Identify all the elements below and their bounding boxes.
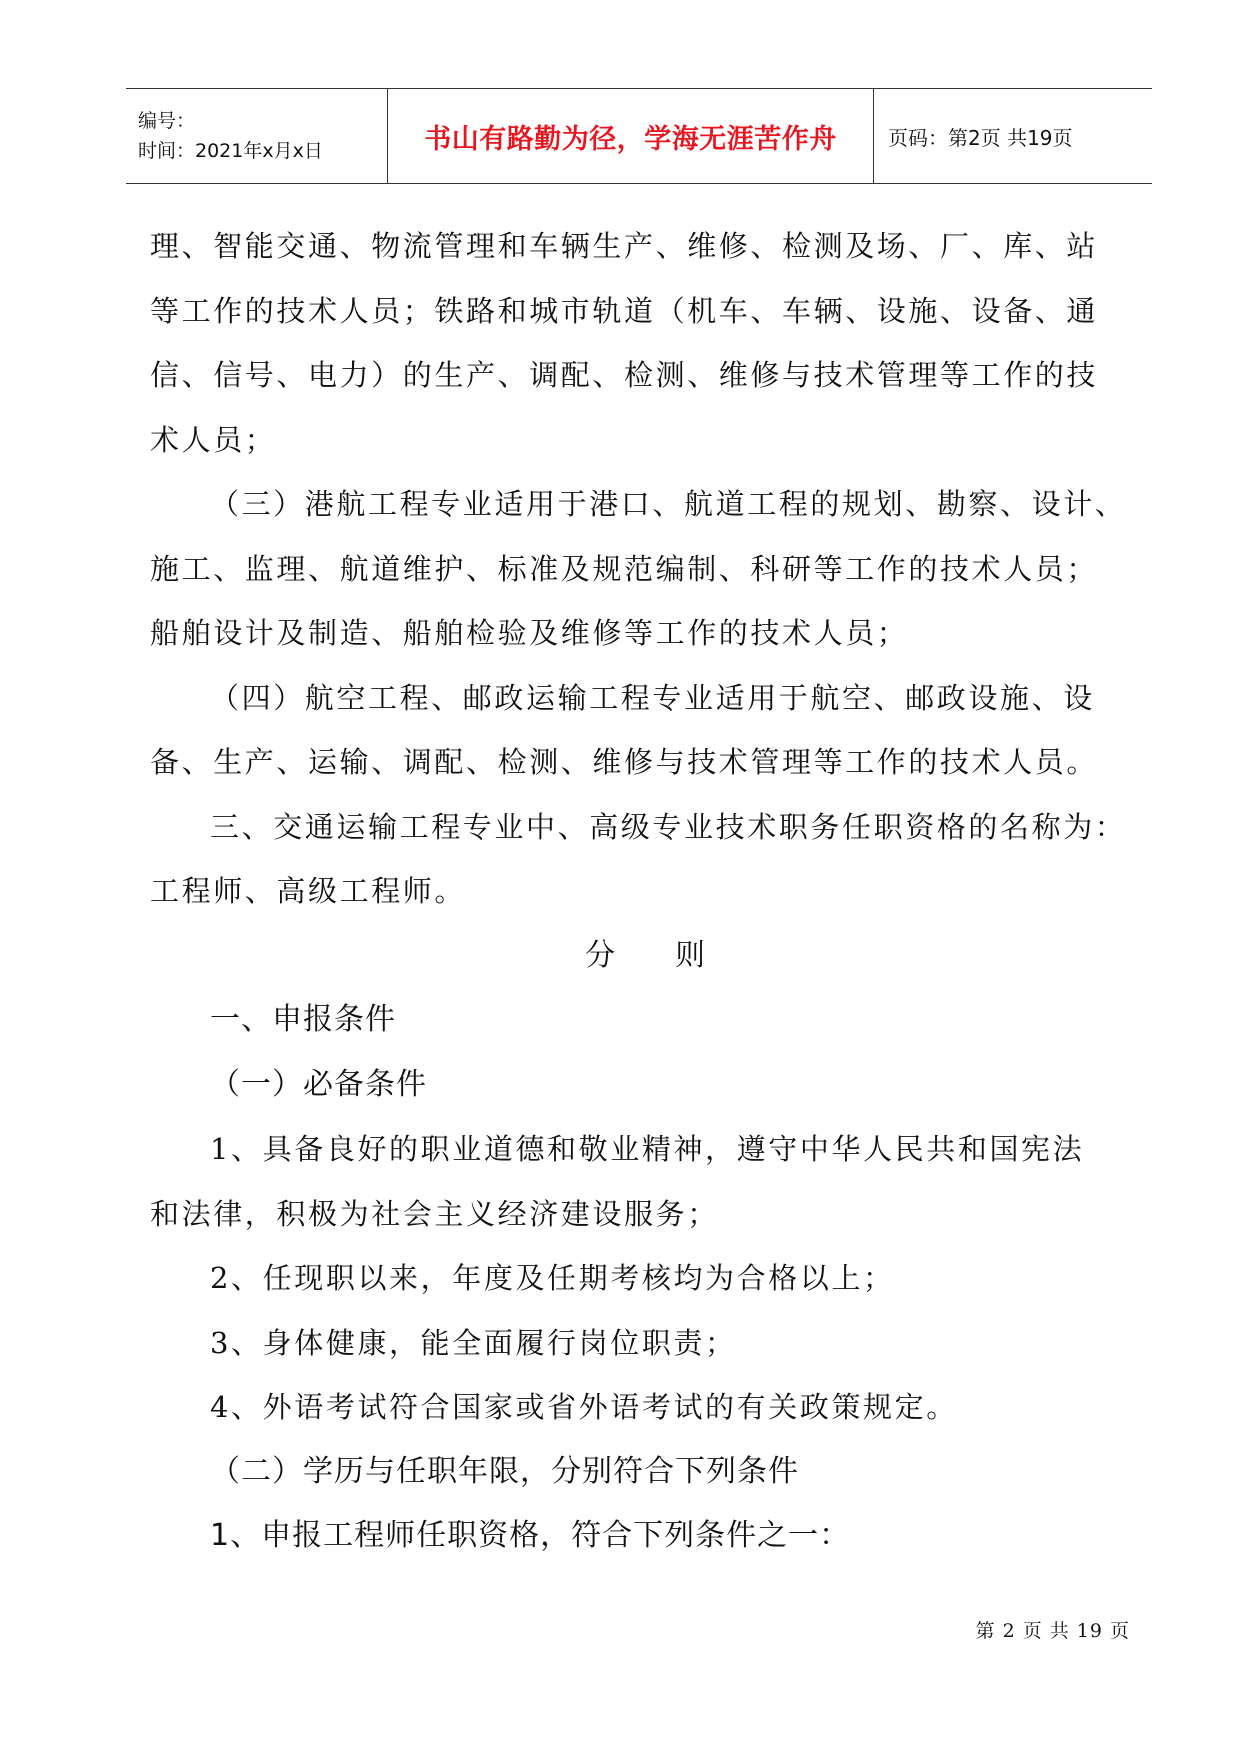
body-line: 工程师、高级工程师。 xyxy=(150,874,467,908)
page-footer: 第 2 页 共 19 页 xyxy=(975,1620,1130,1642)
body-line: 施工、监理、航道维护、标准及规范编制、科研等工作的技术人员； xyxy=(150,551,1099,586)
body-line: 理、智能交通、物流管理和车辆生产、维修、检测及场、厂、库、站 xyxy=(150,229,1099,263)
body-line: （四）航空工程、邮政运输工程专业适用于航空、邮政设施、设 xyxy=(210,680,1095,715)
list-item: 1、具备良好的职业道德和敬业精神，遵守中华人民共和国宪法 xyxy=(210,1132,1085,1166)
section-title-part-b: 则 xyxy=(675,937,705,973)
list-item: 和法律，积极为社会主义经济建设服务； xyxy=(150,1196,719,1231)
body-line: （三）港航工程专业适用于港口、航道工程的规划、勘察、设计、 xyxy=(210,487,1127,521)
time-label: 时间：2021年x月x日 xyxy=(138,140,323,162)
page-header xyxy=(126,88,1152,184)
body-line: 备、生产、运输、调配、检测、维修与技术管理等工作的技术人员。 xyxy=(150,745,1099,779)
header-motto: 书山有路勤为径，学海无涯苦作舟 xyxy=(388,89,874,183)
section-title-part-a: 分 xyxy=(585,937,615,973)
list-item: 3、身体健康，能全面履行岗位职责； xyxy=(210,1325,737,1360)
heading-application-conditions: 一、申报条件 xyxy=(210,1002,396,1037)
section-title xyxy=(150,924,1140,989)
document-body xyxy=(150,214,1140,1569)
header-page-info: 页码：第2页 共19页 xyxy=(888,125,1073,150)
body-line: 信、信号、电力）的生产、调配、检测、维修与技术管理等工作的技 xyxy=(150,358,1099,392)
body-line: 三、交通运输工程专业中、高级专业技术职务任职资格的名称为： xyxy=(210,809,1127,844)
list-item: 2、任现职以来，年度及任期考核均为合格以上； xyxy=(210,1261,895,1295)
list-item: 4、外语考试符合国家或省外语考试的有关政策规定。 xyxy=(210,1390,958,1424)
body-line: 船舶设计及制造、船舶检验及维修等工作的技术人员； xyxy=(150,616,909,650)
body-line: 等工作的技术人员；铁路和城市轨道（机车、车辆、设施、设备、通 xyxy=(150,293,1099,328)
number-label: 编号： xyxy=(138,110,196,132)
body-line: 术人员； xyxy=(150,422,277,457)
heading-required-conditions: （一）必备条件 xyxy=(210,1066,427,1102)
header-meta xyxy=(126,89,388,183)
heading-engineer-qualification: 1、申报工程师任职资格，符合下列条件之一： xyxy=(210,1518,851,1553)
heading-education-years: （二）学历与任职年限，分别符合下列条件 xyxy=(210,1453,799,1489)
